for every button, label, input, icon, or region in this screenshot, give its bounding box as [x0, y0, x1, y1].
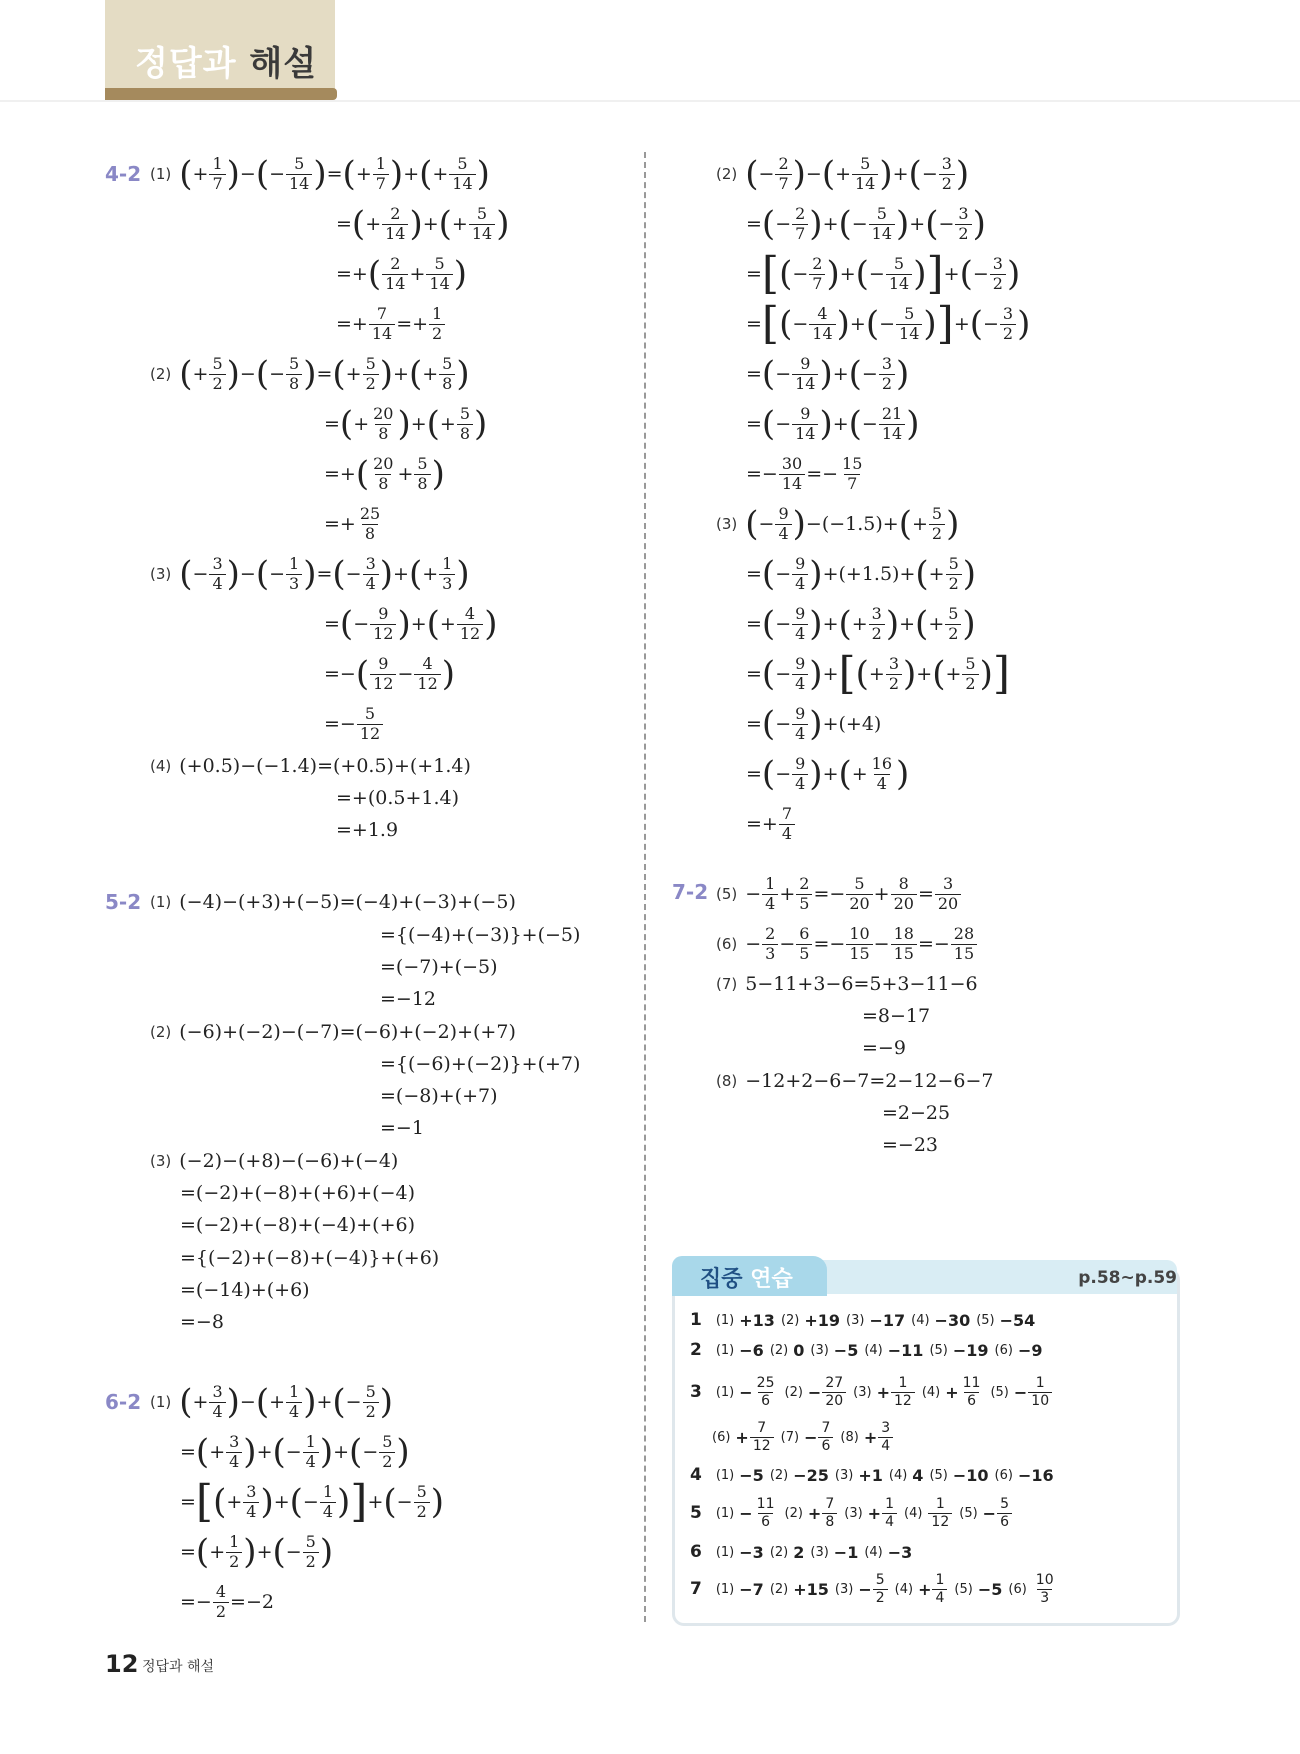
answer-row: 4 (1) −5 (2) −25 (3) +1 (4) 4 (5) −10 (6) −16	[690, 1465, 1054, 1485]
solution-line: = ( + $\frac{20}{8}$ ) + ( + $\frac{5}{8}$ )	[324, 403, 488, 444]
problem-label-5-2: 5-2	[105, 890, 142, 914]
answer-row: 2 (1) −6 (2) 0 (3) −5 (4) −11 (5) −19 (6) −9	[690, 1340, 1043, 1360]
answer-row: 3 (1) − $\frac{25}{6}$ (2) − $\frac{27}{20}$ (3) + $\frac{1}{12}$ (4) + $\frac{11}{6}$ (5) − $\frac{1}{10}$	[690, 1371, 1053, 1413]
solution-line: =+1.9	[336, 818, 399, 841]
solution-line: =+ $\frac{25}{8}$	[324, 503, 381, 543]
solution-line: (3) ( − $\frac{9}{4}$ ) − (−1.5) + ( + $\frac{5}{2}$ )	[716, 503, 960, 544]
solution-line: ={(−6)+(−2)}+(+7)	[380, 1052, 581, 1075]
solution-line: (4) (+0.5)−(−1.4)=(+0.5)+(+1.4)	[150, 754, 471, 777]
practice-page-range: p.58~p.59	[1078, 1268, 1177, 1288]
solution-line: = [ ( + $\frac{3}{4}$ ) + ( − $\frac{1}{4}$ ) ] + ( − $\frac{5}{2}$ )	[180, 1476, 445, 1528]
solution-line: =− $\frac{30}{14}$ =− $\frac{15}{7}$	[746, 453, 863, 493]
practice-title: 집중 연습	[700, 1266, 793, 1292]
solution-line: =−12	[380, 987, 437, 1010]
footer-label: 정답과 해설	[142, 1659, 215, 1675]
problem-label-6-2: 6-2	[105, 1390, 142, 1414]
solution-line: = ( − $\frac{9}{14}$ ) + ( − $\frac{3}{2}$ )	[746, 353, 910, 394]
page-title: 정답과 해설	[135, 44, 318, 84]
solution-line: = ( + $\frac{2}{14}$ ) + ( + $\frac{5}{14}$ )	[336, 203, 510, 244]
answer-row: 5 (1) − $\frac{11}{6}$ (2) + $\frac{7}{8}$ (3) + $\frac{1}{4}$ (4) $\frac{1}{12}$ (5) − $\frac{5}{6}$	[690, 1492, 1013, 1534]
solution-line: =8−17	[862, 1004, 931, 1027]
solution-line: = ( + $\frac{3}{4}$ ) + ( − $\frac{1}{4}$ ) + ( − $\frac{5}{2}$ )	[180, 1431, 410, 1472]
solution-line: (1) ( + $\frac{3}{4}$ ) − ( + $\frac{1}{4}$ ) + ( − $\frac{5}{2}$ )	[150, 1381, 394, 1422]
solution-line: =+(0.5+1.4)	[336, 786, 460, 809]
solution-line: = ( − $\frac{9}{4}$ ) + ( + $\frac{16}{4}$ )	[746, 753, 910, 794]
solution-line: ={(−4)+(−3)}+(−5)	[380, 923, 581, 946]
problem-label-7-2: 7-2	[672, 880, 709, 904]
solution-line: =− ( $\frac{9}{12}$ − $\frac{4}{12}$ )	[324, 653, 456, 694]
solution-line: =(−14)+(+6)	[180, 1278, 310, 1301]
answer-row: 6 (1) −3 (2) 2 (3) −1 (4) −3	[690, 1542, 913, 1562]
solution-line: = ( − $\frac{9}{14}$ ) + ( − $\frac{21}{14}$ )	[746, 403, 920, 444]
solution-line: = ( − $\frac{9}{12}$ ) + ( + $\frac{4}{12}$ )	[324, 603, 498, 644]
solution-line: (2) ( − $\frac{2}{7}$ ) − ( + $\frac{5}{14}$ ) + ( − $\frac{3}{2}$ )	[716, 153, 970, 194]
solution-line: (1) (−4)−(+3)+(−5)=(−4)+(−3)+(−5)	[150, 890, 516, 913]
solution-line: =+ $\frac{7}{14}$ =+ $\frac{1}{2}$	[336, 304, 446, 344]
solution-line: =(−7)+(−5)	[380, 955, 498, 978]
solution-line: = ( − $\frac{9}{4}$ ) + (+4)	[746, 703, 882, 744]
solution-line: =(−2)+(−8)+(+6)+(−4)	[180, 1181, 416, 1204]
solution-line: = ( + $\frac{1}{2}$ ) + ( − $\frac{5}{2}$ )	[180, 1531, 334, 1572]
solution-line: (3) (−2)−(+8)−(−6)+(−4)	[150, 1149, 399, 1172]
page-number: 12	[105, 1650, 139, 1678]
solution-line: =−1	[380, 1116, 424, 1139]
solution-line: = ( − $\frac{9}{4}$ ) + [ ( + $\frac{3}{2}$ ) + ( + $\frac{5}{2}$ ) ]	[746, 648, 1011, 700]
solution-line: =(−8)+(+7)	[380, 1084, 498, 1107]
solution-line: (1) ( + $\frac{1}{7}$ ) − ( − $\frac{5}{14}$ ) = ( + $\frac{1}{7}$ ) + ( + $\frac{5}{14}$ )	[150, 153, 490, 194]
solution-line: (2) ( + $\frac{5}{2}$ ) − ( − $\frac{5}{8}$ ) = ( + $\frac{5}{2}$ ) + ( + $\frac{5}{8}$ )	[150, 353, 470, 394]
solution-line: =(−2)+(−8)+(−4)+(+6)	[180, 1213, 416, 1236]
header-tab-bar	[105, 88, 337, 100]
solution-line: = [ ( − $\frac{2}{7}$ ) + ( − $\frac{5}{14}$ ) ] + ( − $\frac{3}{2}$ )	[746, 248, 1021, 300]
solution-line: (8) −12+2−6−7=2−12−6−7	[716, 1069, 994, 1092]
answer-row: 1 (1) +13 (2) +19 (3) −17 (4) −30 (5) −54	[690, 1310, 1036, 1330]
solution-line: =−8	[180, 1310, 224, 1333]
problem-label-4-2: 4-2	[105, 162, 142, 186]
solution-line: =− $\frac{5}{12}$	[324, 704, 384, 744]
solution-line: =−23	[882, 1133, 939, 1156]
solution-line: =2−25	[882, 1101, 951, 1124]
solution-line: ={(−2)+(−8)+(−4)}+(+6)	[180, 1246, 440, 1269]
solution-line: =+ ( $\frac{2}{14}$ + $\frac{5}{14}$ )	[336, 253, 468, 294]
column-divider	[644, 152, 646, 1622]
solution-line: = ( − $\frac{9}{4}$ ) + (+1.5) + ( + $\frac{5}{2}$ )	[746, 553, 977, 594]
solution-line: (2) (−6)+(−2)−(−7)=(−6)+(−2)+(+7)	[150, 1020, 516, 1043]
header-rule	[0, 100, 1300, 102]
solution-line: =− $\frac{4}{2}$ =−2	[180, 1581, 274, 1621]
solution-line: = ( − $\frac{9}{4}$ ) + ( + $\frac{3}{2}$ ) + ( + $\frac{5}{2}$ )	[746, 603, 976, 644]
answer-row: 7 (1) −7 (2) +15 (3) − $\frac{5}{2}$ (4) + $\frac{1}{4}$ (5) −5 (6) $\frac{10}{3}$	[690, 1571, 1054, 1606]
solution-line: = ( − $\frac{2}{7}$ ) + ( − $\frac{5}{14}$ ) + ( − $\frac{3}{2}$ )	[746, 203, 986, 244]
solution-line: =+ ( $\frac{20}{8}$ + $\frac{5}{8}$ )	[324, 453, 445, 494]
solution-line: =+ $\frac{7}{4}$	[746, 804, 796, 844]
solution-line: (5) − $\frac{1}{4}$ + $\frac{2}{5}$ =− $\frac{5}{20}$ + $\frac{8}{20}$ = $\frac{3}{20}$	[716, 874, 962, 914]
solution-line: = [ ( − $\frac{4}{14}$ ) + ( − $\frac{5}{14}$ ) ] + ( − $\frac{3}{2}$ )	[746, 298, 1031, 350]
solution-line: (6) − $\frac{2}{3}$ − $\frac{6}{5}$ =− $\frac{10}{15}$ − $\frac{18}{15}$ =− $\frac{28}{15}$	[716, 924, 978, 964]
solution-line: (3) ( − $\frac{3}{4}$ ) − ( − $\frac{1}{3}$ ) = ( − $\frac{3}{4}$ ) + ( + $\frac{1}{3}$ )	[150, 553, 470, 594]
solution-line: =−9	[862, 1036, 906, 1059]
solution-line: (7) 5−11+3−6=5+3−11−6	[716, 972, 978, 995]
answer-row: (6) + $\frac{7}{12}$ (7) − $\frac{7}{6}$ (8) + $\frac{3}{4}$	[706, 1416, 894, 1458]
